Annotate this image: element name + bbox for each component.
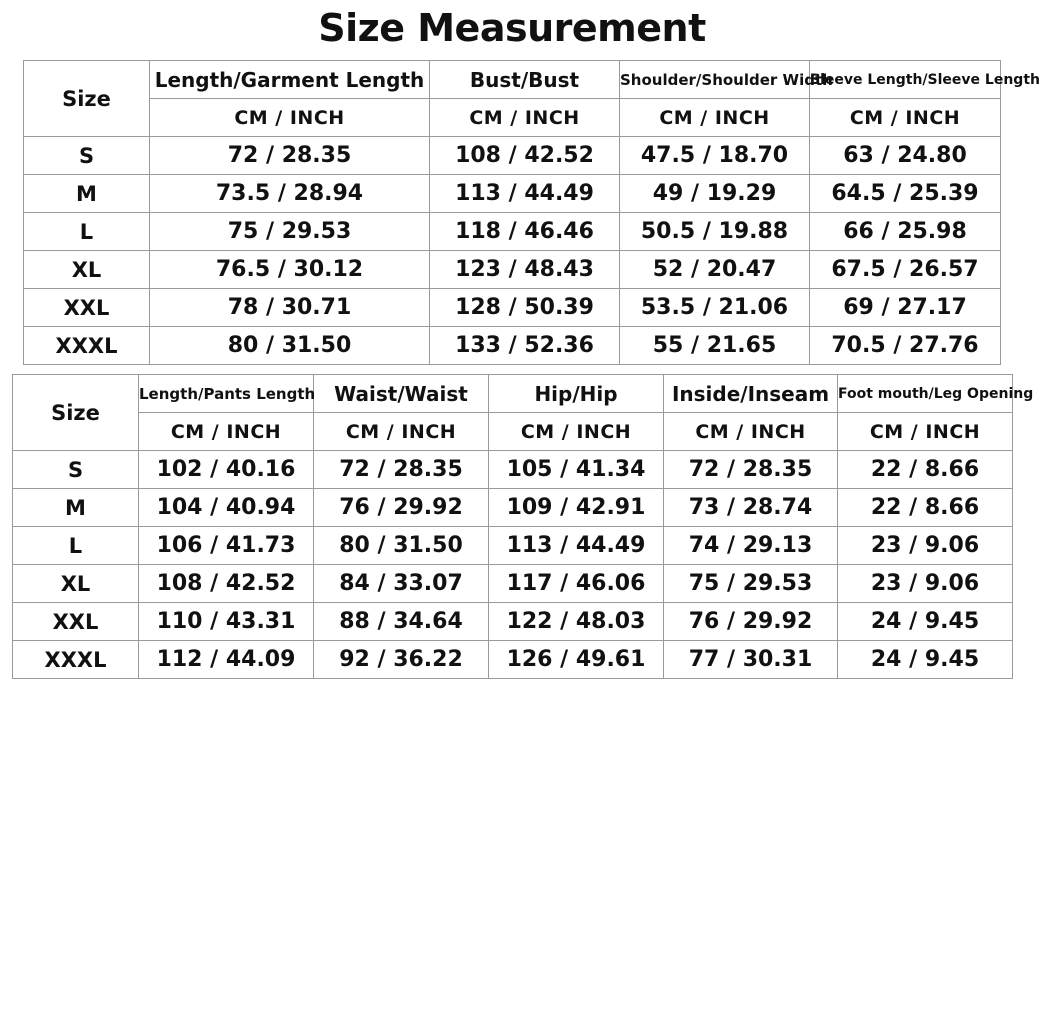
column-header: Bust/Bust bbox=[430, 61, 620, 99]
size-cell: XL bbox=[13, 565, 139, 603]
value-cell: 133 / 52.36 bbox=[430, 327, 620, 365]
value-cell: 117 / 46.06 bbox=[489, 565, 664, 603]
column-header: Hip/Hip bbox=[489, 375, 664, 413]
table-header-row bbox=[24, 61, 1001, 99]
value-cell: 118 / 46.46 bbox=[430, 213, 620, 251]
value-cell: 75 / 29.53 bbox=[150, 213, 430, 251]
value-cell: 50.5 / 19.88 bbox=[620, 213, 810, 251]
table-row bbox=[13, 489, 1013, 527]
value-cell: 80 / 31.50 bbox=[314, 527, 489, 565]
table-row bbox=[13, 527, 1013, 565]
value-cell: 66 / 25.98 bbox=[810, 213, 1001, 251]
table-row bbox=[13, 565, 1013, 603]
value-cell: 110 / 43.31 bbox=[139, 603, 314, 641]
value-cell: 76 / 29.92 bbox=[314, 489, 489, 527]
value-cell: 24 / 9.45 bbox=[838, 603, 1013, 641]
size-cell: XXXL bbox=[24, 327, 150, 365]
column-header: Sleeve Length/Sleeve Length bbox=[810, 61, 1001, 99]
table-row bbox=[13, 451, 1013, 489]
value-cell: 49 / 19.29 bbox=[620, 175, 810, 213]
value-cell: 22 / 8.66 bbox=[838, 451, 1013, 489]
unit-label: CM / INCH bbox=[664, 413, 838, 451]
unit-label: CM / INCH bbox=[150, 99, 430, 137]
size-cell: M bbox=[13, 489, 139, 527]
value-cell: 108 / 42.52 bbox=[430, 137, 620, 175]
value-cell: 112 / 44.09 bbox=[139, 641, 314, 679]
value-cell: 75 / 29.53 bbox=[664, 565, 838, 603]
column-header: Length/Pants Length bbox=[139, 375, 314, 413]
column-header: Length/Garment Length bbox=[150, 61, 430, 99]
size-cell: XL bbox=[24, 251, 150, 289]
value-cell: 73 / 28.74 bbox=[664, 489, 838, 527]
value-cell: 122 / 48.03 bbox=[489, 603, 664, 641]
column-header: Waist/Waist bbox=[314, 375, 489, 413]
value-cell: 76.5 / 30.12 bbox=[150, 251, 430, 289]
value-cell: 76 / 29.92 bbox=[664, 603, 838, 641]
value-cell: 108 / 42.52 bbox=[139, 565, 314, 603]
value-cell: 23 / 9.06 bbox=[838, 527, 1013, 565]
table-row bbox=[24, 175, 1001, 213]
table-row bbox=[24, 251, 1001, 289]
value-cell: 126 / 49.61 bbox=[489, 641, 664, 679]
value-cell: 55 / 21.65 bbox=[620, 327, 810, 365]
value-cell: 113 / 44.49 bbox=[430, 175, 620, 213]
value-cell: 105 / 41.34 bbox=[489, 451, 664, 489]
unit-label: CM / INCH bbox=[314, 413, 489, 451]
column-header: Shoulder/Shoulder Width bbox=[620, 61, 810, 99]
value-cell: 72 / 28.35 bbox=[150, 137, 430, 175]
value-cell: 72 / 28.35 bbox=[664, 451, 838, 489]
size-cell: XXL bbox=[24, 289, 150, 327]
unit-label: CM / INCH bbox=[810, 99, 1001, 137]
value-cell: 80 / 31.50 bbox=[150, 327, 430, 365]
column-header: Inside/Inseam bbox=[664, 375, 838, 413]
unit-row bbox=[13, 413, 1013, 451]
value-cell: 123 / 48.43 bbox=[430, 251, 620, 289]
unit-label: CM / INCH bbox=[139, 413, 314, 451]
value-cell: 77 / 30.31 bbox=[664, 641, 838, 679]
value-cell: 84 / 33.07 bbox=[314, 565, 489, 603]
unit-row bbox=[24, 99, 1001, 137]
size-cell: XXL bbox=[13, 603, 139, 641]
size-cell: XXXL bbox=[13, 641, 139, 679]
value-cell: 74 / 29.13 bbox=[664, 527, 838, 565]
value-cell: 70.5 / 27.76 bbox=[810, 327, 1001, 365]
value-cell: 23 / 9.06 bbox=[838, 565, 1013, 603]
table-row bbox=[13, 603, 1013, 641]
top-size-table bbox=[23, 60, 1040, 365]
value-cell: 88 / 34.64 bbox=[314, 603, 489, 641]
table-header-row bbox=[13, 375, 1013, 413]
size-cell: M bbox=[24, 175, 150, 213]
value-cell: 78 / 30.71 bbox=[150, 289, 430, 327]
table-row bbox=[24, 289, 1001, 327]
unit-label: CM / INCH bbox=[430, 99, 620, 137]
value-cell: 73.5 / 28.94 bbox=[150, 175, 430, 213]
table-row bbox=[24, 137, 1001, 175]
size-cell: L bbox=[13, 527, 139, 565]
value-cell: 53.5 / 21.06 bbox=[620, 289, 810, 327]
value-cell: 102 / 40.16 bbox=[139, 451, 314, 489]
table-row bbox=[24, 213, 1001, 251]
value-cell: 64.5 / 25.39 bbox=[810, 175, 1001, 213]
value-cell: 22 / 8.66 bbox=[838, 489, 1013, 527]
value-cell: 72 / 28.35 bbox=[314, 451, 489, 489]
page-title: Size Measurement bbox=[318, 6, 706, 50]
value-cell: 92 / 36.22 bbox=[314, 641, 489, 679]
value-cell: 128 / 50.39 bbox=[430, 289, 620, 327]
value-cell: 104 / 40.94 bbox=[139, 489, 314, 527]
value-cell: 67.5 / 26.57 bbox=[810, 251, 1001, 289]
value-cell: 109 / 42.91 bbox=[489, 489, 664, 527]
value-cell: 52 / 20.47 bbox=[620, 251, 810, 289]
table-row bbox=[13, 641, 1013, 679]
unit-label: CM / INCH bbox=[838, 413, 1013, 451]
value-cell: 24 / 9.45 bbox=[838, 641, 1013, 679]
size-cell: S bbox=[13, 451, 139, 489]
size-column-header: Size bbox=[24, 61, 150, 137]
value-cell: 106 / 41.73 bbox=[139, 527, 314, 565]
value-cell: 69 / 27.17 bbox=[810, 289, 1001, 327]
bottom-size-table bbox=[12, 374, 1034, 679]
value-cell: 63 / 24.80 bbox=[810, 137, 1001, 175]
unit-label: CM / INCH bbox=[489, 413, 664, 451]
value-cell: 47.5 / 18.70 bbox=[620, 137, 810, 175]
table-row bbox=[24, 327, 1001, 365]
size-cell: S bbox=[24, 137, 150, 175]
value-cell: 113 / 44.49 bbox=[489, 527, 664, 565]
unit-label: CM / INCH bbox=[620, 99, 810, 137]
size-cell: L bbox=[24, 213, 150, 251]
column-header: Foot mouth/Leg Opening bbox=[838, 375, 1013, 413]
size-column-header: Size bbox=[13, 375, 139, 451]
